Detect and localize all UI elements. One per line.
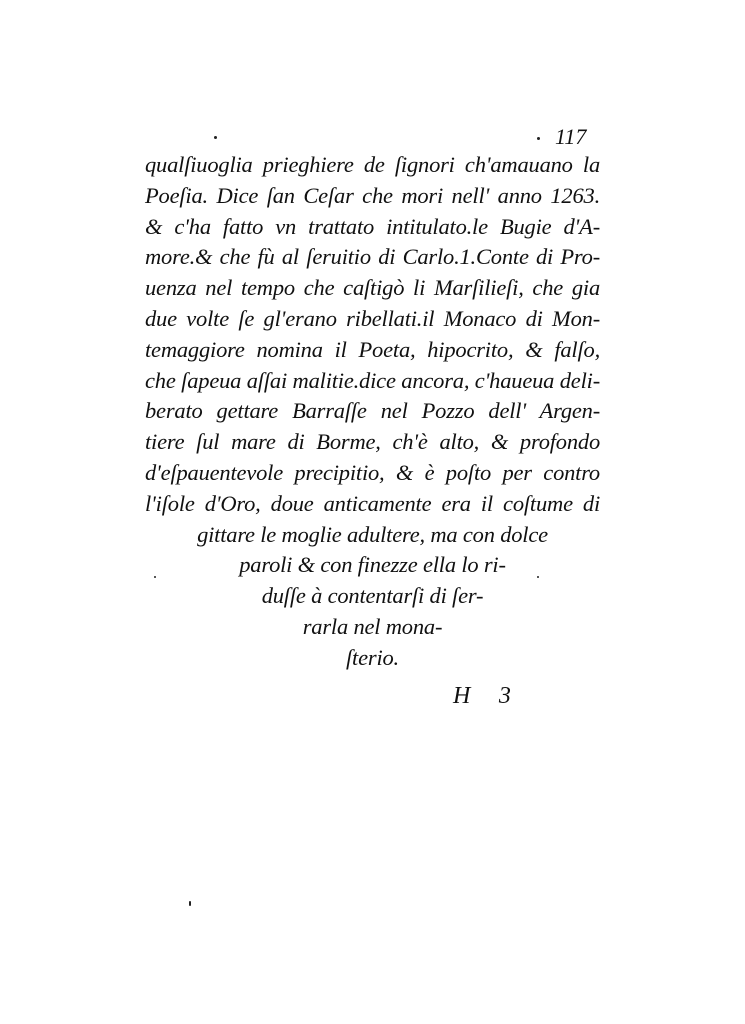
text-line: temaggiore nomina il Poeta, hipocrito, & falſo,: [145, 336, 600, 362]
page-number: 117: [555, 124, 587, 149]
text-line: uenza nel tempo che caſtigò li Marſilieſi, che gia: [145, 275, 600, 301]
signature-mark: [453, 683, 511, 710]
ink-speck: [154, 576, 156, 578]
text-line: berato gettare Barraſſe nel Pozzo dell' Argen-: [145, 398, 600, 424]
text-line: l'iſole d'Oro, doue anticamente era il coſtume di: [145, 490, 600, 516]
ink-speck: [537, 137, 540, 140]
body-text: [145, 150, 600, 674]
text-line: tiere ſul mare di Borme, ch'è alto, & profondo: [145, 429, 600, 455]
text-line: che ſapeua aſſai malitie.dice ancora, c'haueua deli-: [145, 367, 600, 393]
text-line: due volte ſe gl'erano ribellati.il Monaco di Mon-: [145, 305, 600, 331]
text-line-tapered: gittare le moglie adultere, ma con dolce: [197, 521, 548, 547]
ink-speck: [189, 901, 191, 906]
text-line-tapered: paroli & con finezze ella lo ri-: [239, 552, 506, 578]
signature-letter: H: [453, 683, 471, 709]
text-line-tapered: duſſe à contentarſi di ſer-: [261, 583, 484, 609]
ink-speck: [537, 576, 539, 578]
signature-number: 3: [498, 683, 512, 709]
ink-speck: [214, 136, 217, 139]
text-line: more.& che fù al ſeruitio di Carlo.1.Conte di Pro-: [145, 244, 600, 270]
text-line: & c'ha fatto vn trattato intitulato.le Bugie d'A-: [145, 213, 600, 239]
text-line: d'eſpauentevole precipitio, & è poſto per contro: [145, 459, 600, 485]
text-line: Poeſia. Dice ſan Ceſar che mori nell' anno 1263.: [145, 182, 600, 208]
text-line-tapered: ſterio.: [346, 644, 399, 670]
text-line: qualſiuoglia prieghiere de ſignori ch'amauano la: [145, 152, 600, 177]
text-line-tapered: rarla nel mona-: [302, 613, 443, 639]
